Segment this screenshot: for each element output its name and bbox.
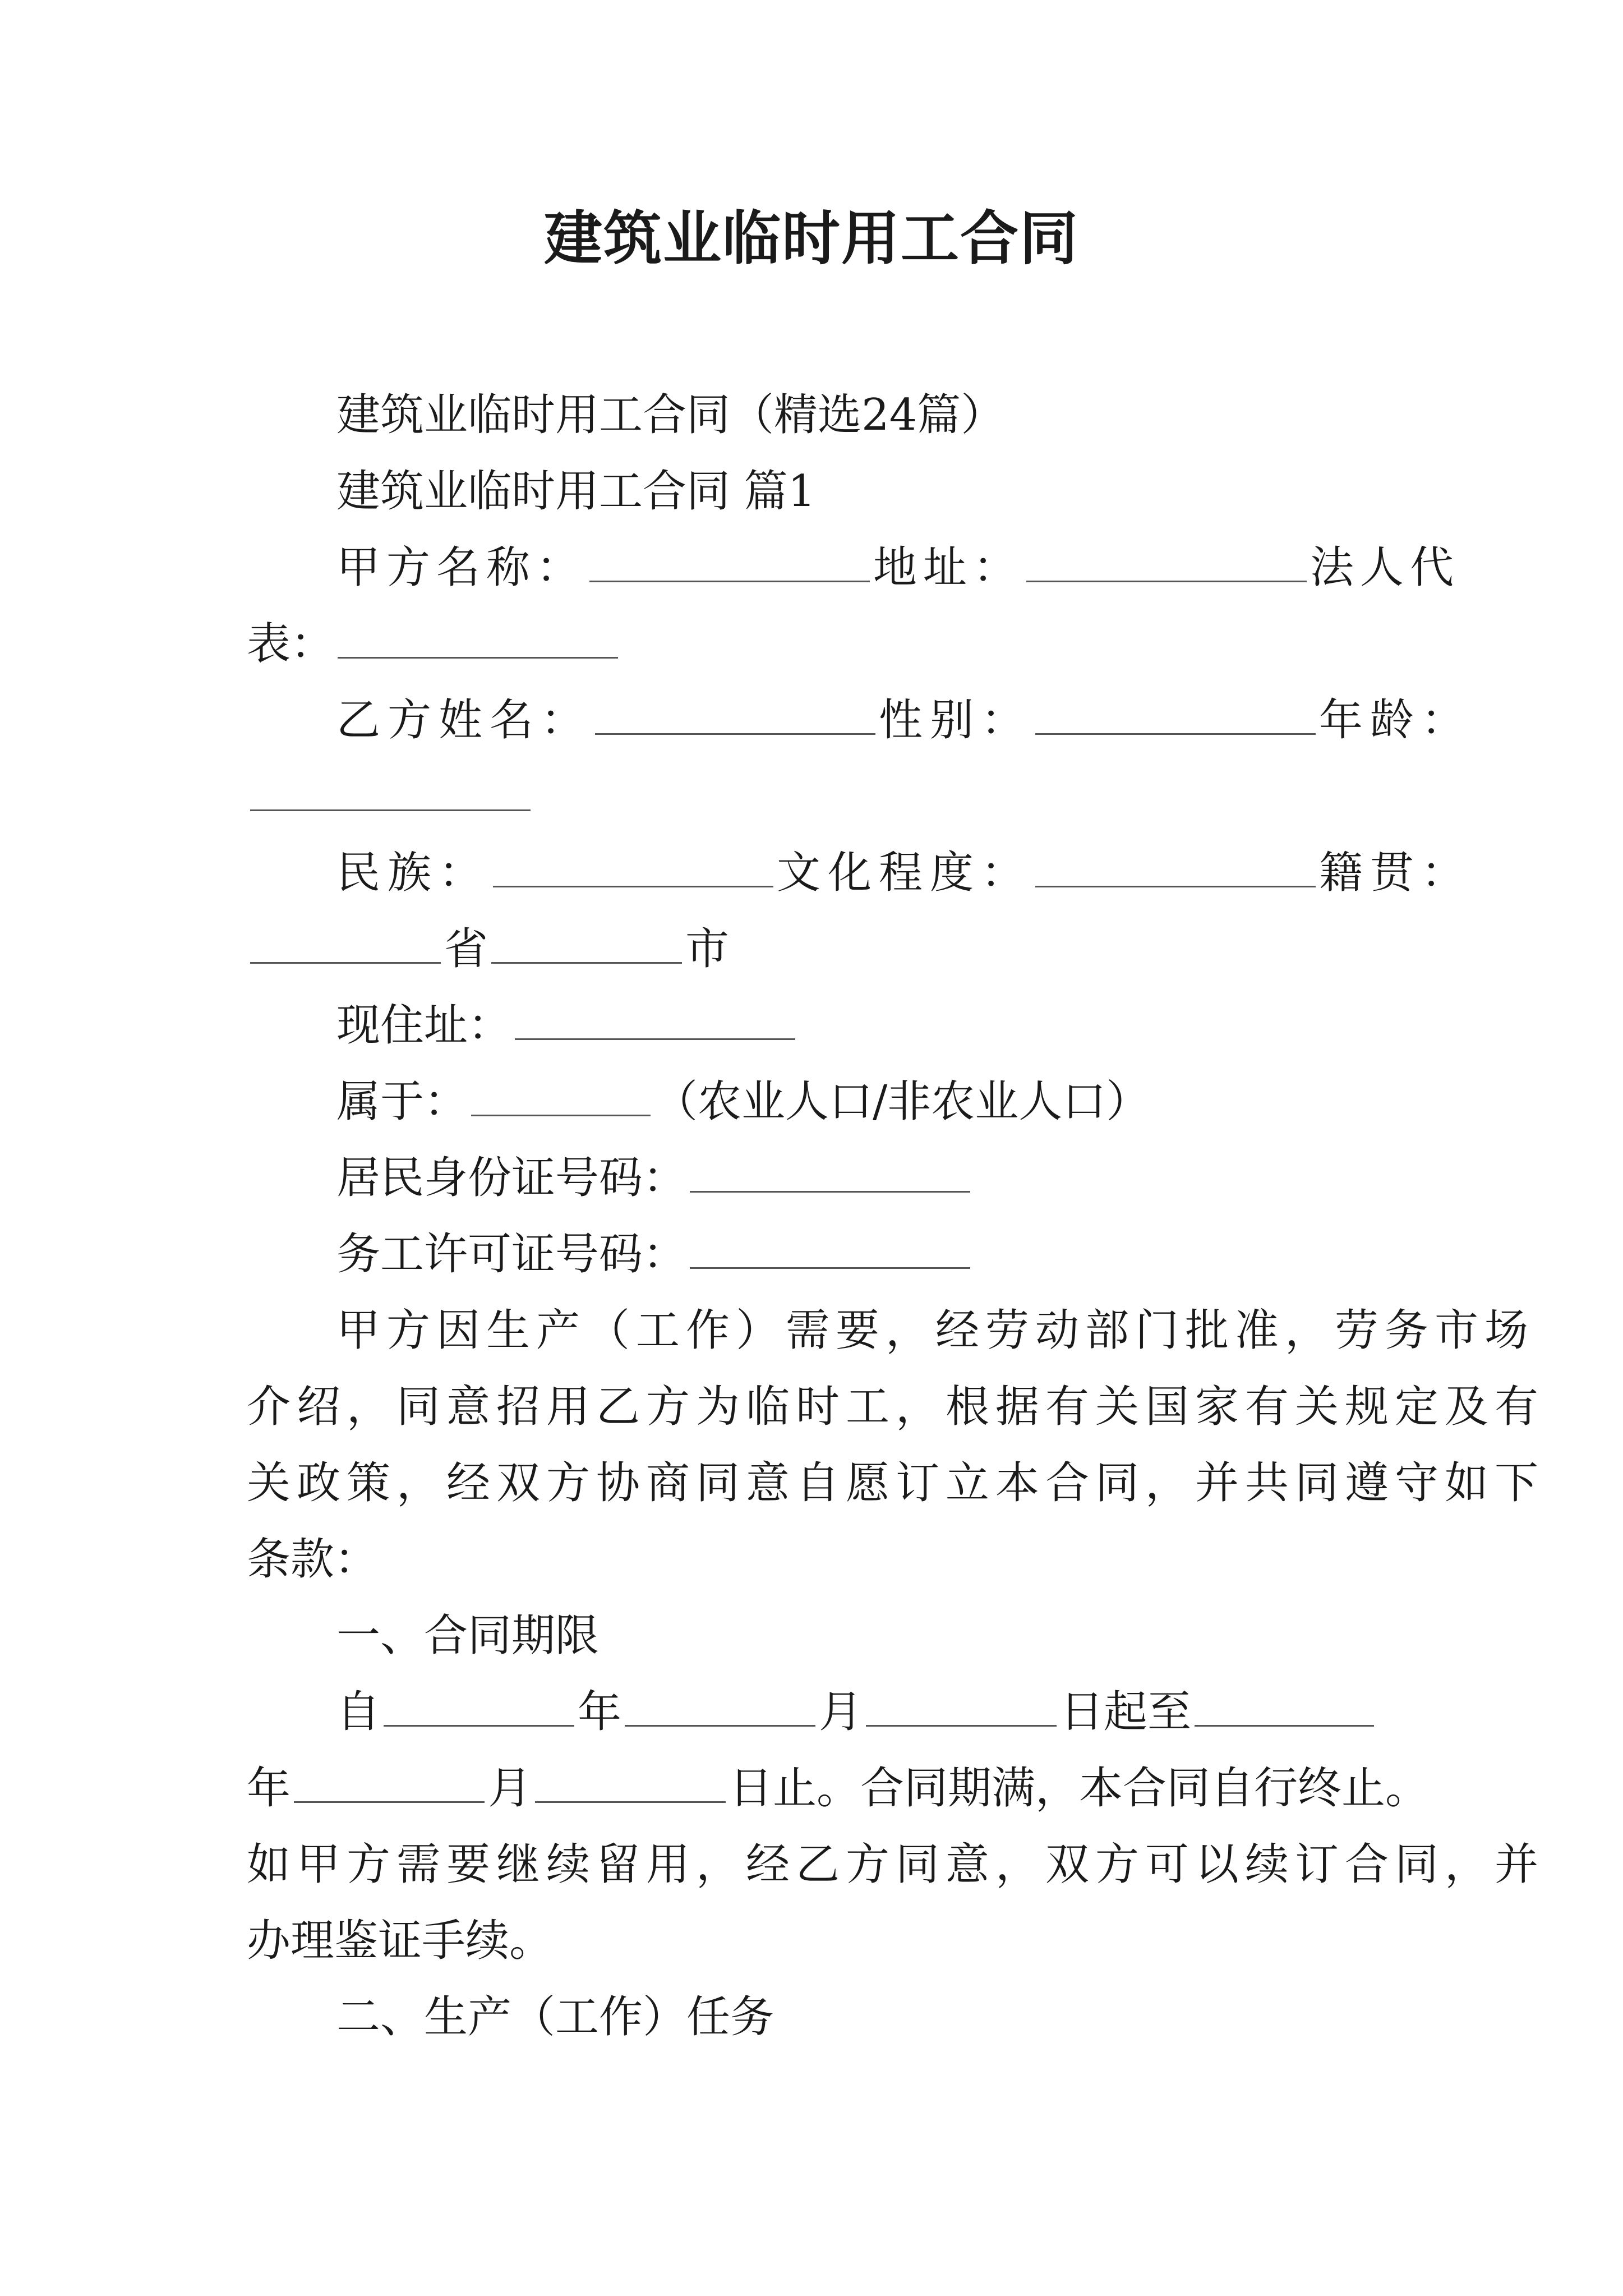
party-b-age-label: 年龄： [1319,695,1473,746]
end-month-blank [294,1762,485,1803]
belongs-label: 属于： [336,1076,468,1127]
party-a-name-blank [589,541,870,582]
origin-line [247,921,729,977]
party-b-age-line [247,769,534,825]
ethnicity-label: 民族： [336,848,490,898]
id-number-blank [690,1152,970,1193]
start-year-blank [384,1686,574,1727]
belongs-line [336,1074,1150,1130]
intro-line-3: 关政策，经双方协商同意自愿订立本合同，并共同遵守如下 [247,1458,1545,1508]
belongs-options: （农业人口/非农业人口） [654,1076,1150,1127]
party-a-legal-rep-blank [338,618,618,659]
party-a-address-blank [1026,541,1307,582]
term-day-start-label: 日起至 [1060,1687,1192,1737]
term-end-month-label: 月 [488,1763,532,1814]
party-b-gender-label: 性别： [879,695,1032,746]
party-b-name-blank [595,694,875,735]
term-line-1 [336,1684,1377,1740]
term-heading: 一、合同期限 [336,1611,600,1661]
party-a-line-2 [247,616,621,672]
education-label: 文化程度： [777,848,1032,898]
term-line-4: 办理鉴证手续。 [247,1916,554,1966]
ethnicity-line [336,845,1472,901]
term-end-year-label: 年 [247,1763,291,1814]
section-heading: 建筑业临时用工合同 篇1 [336,466,816,517]
origin-label: 籍贯： [1319,848,1473,898]
party-b-line [336,692,1472,748]
subtitle: 建筑业临时用工合同（精选24篇） [336,390,1005,440]
permit-number-line [336,1226,974,1282]
id-number-line [336,1150,974,1206]
document-title: 建筑业临时用工合同 [543,204,1079,273]
party-b-gender-blank [1035,694,1316,735]
party-a-legal-rep-label-cont: 表： [247,619,335,669]
party-b-age-blank [250,770,531,811]
term-line-3: 如甲方需要继续留用，经乙方同意，双方可以续订合同，并 [247,1839,1545,1890]
province-blank [250,923,441,964]
intro-line-1: 甲方因生产（工作）需要，经劳动部门批准，劳务市场 [336,1305,1535,1356]
party-a-line [336,540,1460,596]
current-address-blank [515,999,795,1040]
city-label: 市 [685,924,730,974]
end-year-blank [1195,1686,1374,1727]
task-heading: 二、生产（工作）任务 [336,1992,774,2042]
term-year-label: 年 [578,1687,622,1737]
party-a-address-label: 地址： [873,542,1023,593]
intro-line-2: 介绍，同意招用乙方为临时工，根据有关国家有关规定及有 [247,1382,1545,1432]
term-line-2 [247,1760,1429,1816]
permit-number-blank [690,1228,970,1269]
intro-line-4: 条款： [247,1534,379,1585]
term-month-label: 月 [819,1687,863,1737]
current-address-label: 现住址： [336,1000,512,1051]
term-day-end-label: 日止。合同期满，本合同自行终止。 [729,1763,1430,1814]
start-day-blank [866,1686,1057,1727]
city-blank [491,923,682,964]
province-label: 省 [444,924,488,974]
party-a-name-label: 甲方名称： [336,542,587,593]
education-blank [1035,846,1316,887]
permit-number-label: 务工许可证号码： [336,1229,687,1280]
end-day-blank [535,1762,726,1803]
party-a-legal-rep-label: 法人代 [1310,542,1460,593]
current-address-line [336,997,799,1053]
term-from: 自 [336,1687,381,1737]
party-b-name-label: 乙方姓名： [336,695,592,746]
id-number-label: 居民身份证号码： [336,1153,687,1203]
start-month-blank [625,1686,815,1727]
belongs-blank [471,1075,651,1116]
ethnicity-blank [493,846,773,887]
